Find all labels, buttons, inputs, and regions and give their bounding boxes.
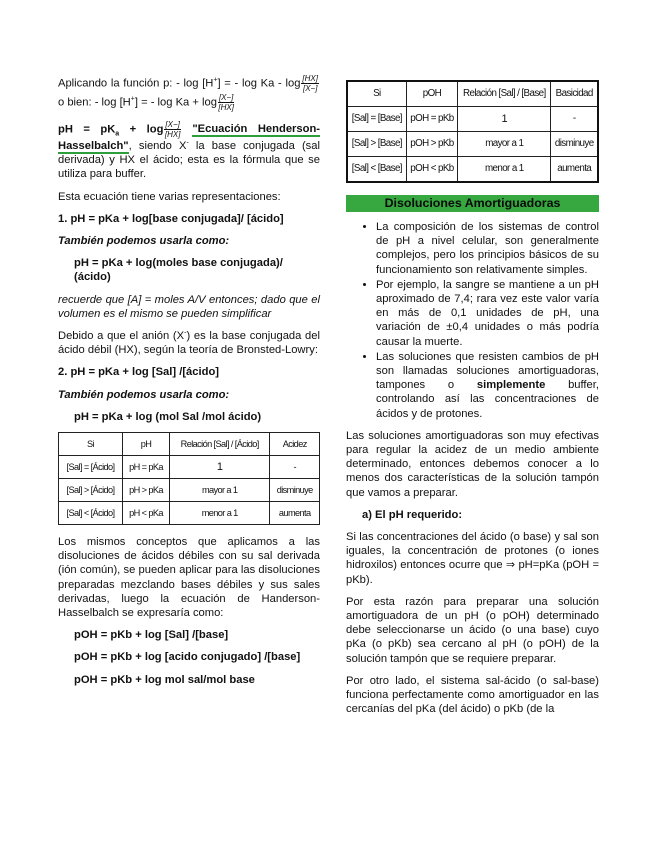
- text: o bien: - log [H: [58, 96, 131, 109]
- table-cell: mayor a 1: [458, 132, 551, 157]
- table-cell: pOH > pKb: [406, 132, 457, 157]
- table-cell: pOH < pKb: [406, 157, 457, 183]
- right-column: [346, 80, 599, 725]
- paragraph: Si las concentraciones del ácido (o base) y sal son iguales, la concentración de protones (o iones hidroxilos) entonces ocurre que ⇒ pH=pKa (pOH = pKb).: [346, 531, 599, 586]
- table-row: [59, 479, 320, 502]
- equation: pH = pK: [58, 123, 116, 136]
- equation: pOH = pKb + log [Sal] /[base]: [74, 629, 229, 642]
- list-item: • La composición de los sistemas de control de pH a nivel celular, son generalmente complejos, pero los principios básicos de su funcionamiento son relativamente simples.: [376, 220, 599, 277]
- fraction-denominator: [HX]: [218, 103, 234, 112]
- table-cell: [Sal] < [Ácido]: [59, 502, 123, 525]
- equation-name: "Ecuación Henderson-Hasselbalch": [58, 123, 321, 152]
- table-cell: [Sal] < [Base]: [347, 157, 406, 183]
- fraction: [218, 93, 234, 112]
- table-row: [59, 502, 320, 525]
- paragraph: [58, 329, 320, 357]
- text: ) es la base conjugada del ácido débil (HX), según la teoría de Bronsted-Lowry:: [58, 330, 320, 357]
- bullet-list: [346, 220, 599, 421]
- table-cell: 1: [169, 456, 269, 479]
- text: buffer, controlando así las concentraciones de ácidos y de protones.: [376, 379, 599, 420]
- list-item: [376, 350, 599, 421]
- table-cell: aumenta: [551, 157, 598, 183]
- text: , siendo X: [128, 140, 187, 152]
- fraction-denominator: [X−]: [302, 84, 318, 93]
- subheading: También podemos usarla como:: [58, 388, 230, 401]
- fraction-numerator: [X−]: [165, 120, 180, 129]
- subheading: También podemos usarla como:: [58, 235, 230, 248]
- table-cell: menor a 1: [458, 157, 551, 183]
- table-cell: -: [270, 456, 320, 479]
- section-banner: Disoluciones Amortiguadoras: [346, 195, 599, 212]
- equation: pOH = pKb + log [acido conjugado] /[base]: [74, 651, 301, 664]
- table-row: [347, 132, 598, 157]
- fraction-numerator: [X−]: [218, 93, 234, 102]
- table-row: [347, 107, 598, 132]
- fraction-denominator: [HX]: [164, 130, 181, 139]
- paragraph: Esta ecuación tiene varias representaciones:: [58, 190, 281, 203]
- superscript: +: [213, 76, 218, 84]
- equation-heading: 1. pH = pKa + log[base conjugada]/ [ácido]: [58, 212, 284, 225]
- table-cell: [Sal] = [Base]: [347, 107, 406, 132]
- table-cell: menor a 1: [169, 502, 269, 525]
- table-cell: pOH = pKb: [406, 107, 457, 132]
- table-row: [59, 456, 320, 479]
- table-header: Relación [Sal] / [Ácido]: [169, 433, 269, 456]
- text: la base conjugada (sal derivada) y HX el ácido; esta es la fórmula que se utiliza para buffer.: [58, 140, 320, 181]
- table-cell: [Sal] = [Ácido]: [59, 456, 123, 479]
- table-cell: pH > pKa: [123, 479, 170, 502]
- paragraph: Por esta razón para preparar una solución amortiguadora de un pH (o pOH) determinado debe seleccionarse un ácido (o una base) cuyo pKa (o pKb) sea cercano al pH (o pOH) de la solución tampón que se requiere preparar.: [346, 595, 599, 665]
- fraction-numerator: [HX]: [302, 74, 318, 83]
- table-header: Basicidad: [551, 81, 598, 107]
- henderson-paragraph: [58, 120, 320, 182]
- list-item: • Por ejemplo, la sangre se mantiene a un pH aproximado de 7,4; rara vez este valor varía en más de 0,1 unidades de pH, una variación de ±0,4 unidades o más podría causar la muerte.: [376, 278, 599, 349]
- table-header: Relación [Sal] / [Base]: [458, 81, 551, 107]
- table-header: Si: [59, 433, 123, 456]
- text: ] = - log Ka - log: [217, 77, 301, 90]
- table-cell: disminuye: [270, 479, 320, 502]
- equation: + log: [119, 123, 164, 136]
- equation-heading: 2. pH = pKa + log [Sal] /[ácido]: [58, 366, 220, 379]
- text: ] = - log Ka + log: [134, 96, 217, 109]
- fraction: [301, 74, 319, 93]
- table-cell: mayor a 1: [169, 479, 269, 502]
- base-table: [346, 80, 599, 183]
- left-column: [58, 74, 320, 695]
- table-header: Acidez: [270, 433, 320, 456]
- superscript: -: [184, 329, 187, 337]
- acid-table: [58, 432, 320, 525]
- equation: pH = pKa + log(moles base conjugada)/ (ácido): [74, 257, 283, 284]
- table-cell: [Sal] > [Ácido]: [59, 479, 123, 502]
- subheading: a) El pH requerido:: [362, 508, 463, 521]
- table-cell: [Sal] > [Base]: [347, 132, 406, 157]
- subscript: a: [115, 130, 120, 138]
- table-cell: disminuye: [551, 132, 598, 157]
- table-header-row: [59, 433, 320, 456]
- note: recuerde que [A] = moles A/V entonces; dado que el volumen es el mismo se pueden simplificar: [58, 293, 320, 320]
- table-header-row: [347, 81, 598, 107]
- superscript: +: [130, 95, 135, 103]
- equation: pOH = pKb + log mol sal/mol base: [74, 673, 255, 686]
- text: Debido a que el anión (X: [58, 330, 185, 343]
- text: Las soluciones que resisten cambios de pH son llamadas soluciones amortiguadoras, tampones o: [376, 350, 599, 392]
- table-header: pH: [123, 433, 170, 456]
- intro-paragraph: [58, 74, 320, 112]
- paragraph: Los mismos conceptos que aplicamos a las disoluciones de ácidos débiles con su sal derivada (ión común), se pueden aplicar para las disoluciones preparadas mezclando bases débiles y sus sales derivadas, luego la ecuación de Handerson-Hasselbalch se expresaría como:: [58, 536, 320, 620]
- table-header: Si: [347, 81, 406, 107]
- table-cell: 1: [458, 107, 551, 132]
- superscript: -: [186, 139, 189, 147]
- text: Aplicando la función p: - log [H: [58, 77, 214, 90]
- fraction: [164, 120, 180, 139]
- paragraph: Las soluciones amortiguadoras son muy efectivas para regular la acidez de un medio ambiente determinado, entonces debemos conocer a lo menos dos características de la solución tampón que vamos a preparar.: [346, 429, 599, 499]
- equation: pH = pKa + log (mol Sal /mol ácido): [74, 410, 262, 423]
- emphasis: simplemente: [476, 379, 546, 392]
- table-cell: aumenta: [270, 502, 320, 525]
- table-cell: pH = pKa: [123, 456, 170, 479]
- table-header: pOH: [406, 81, 457, 107]
- table-row: [347, 157, 598, 183]
- table-cell: -: [551, 107, 598, 132]
- table-cell: pH < pKa: [123, 502, 170, 525]
- paragraph: Por otro lado, el sistema sal-ácido (o sal-base) funciona perfectamente como amortiguador en las cercanías del pKa (del ácido) o pKb (de la: [346, 674, 599, 716]
